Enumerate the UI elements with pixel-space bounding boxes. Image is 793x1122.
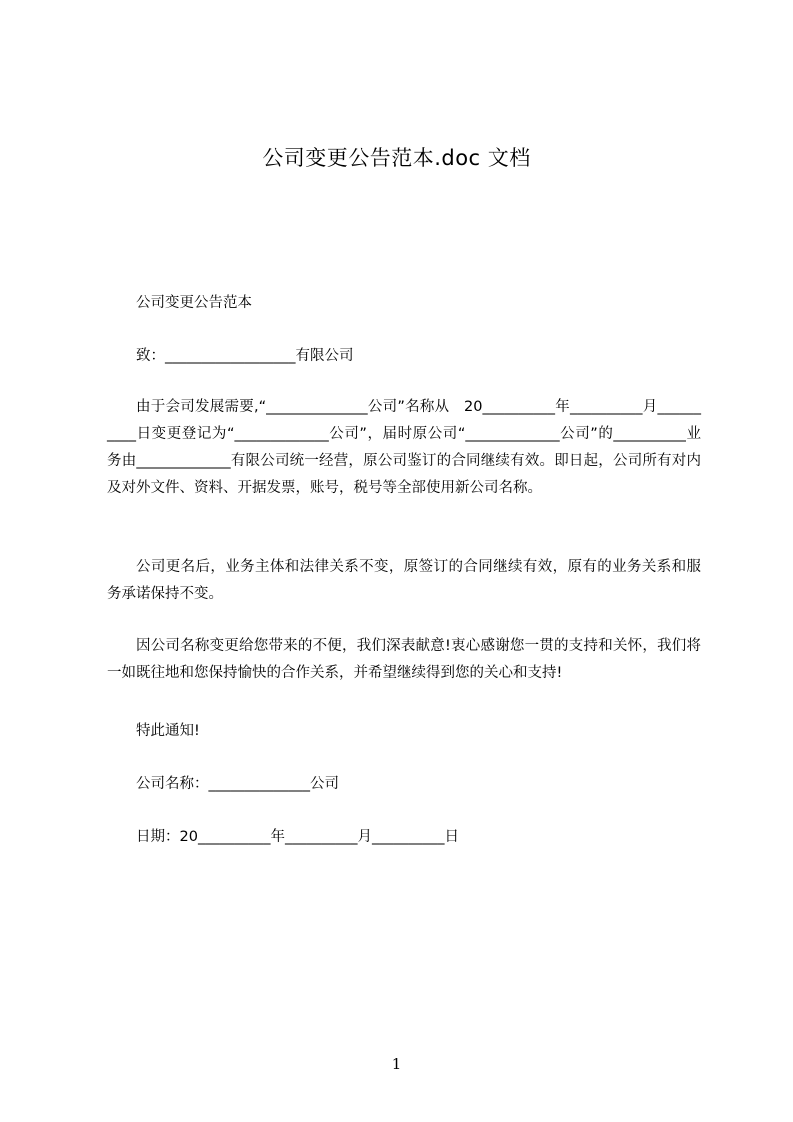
notice-line: 特此通知! <box>136 723 200 739</box>
body-paragraph-1: 由于会司发展需要,“______________公司”名称从 20__________年__________月__________日变更登记为“_____________公司”，届时原公司“_____________公司”的__________业务由_____________有限公司统一经营，原公司鉴订的合同继续有效。即日起，公司所有对内及对外文件、资料、开据发票，账号，税号等全部使用新公司名称。 <box>107 399 701 496</box>
body-paragraph-2: 公司更名后，业务主体和法律关系不变，原签订的合同继续有效，原有的业务关系和服务承诺保持不变。 <box>107 559 701 602</box>
letter-heading: 公司变更公告范本 <box>136 295 252 311</box>
company-name-line: 公司名称：______________公司 <box>136 776 339 792</box>
date-line: 日期：20__________年__________月__________日 <box>136 829 459 845</box>
addressee-line: 致：__________________有限公司 <box>136 348 354 364</box>
body-paragraph-3: 因公司名称变更给您带来的不便，我们深表献意!衷心感谢您一贯的支持和关怀，我们将一如既往地和您保持愉快的合作关系，并希望继续得到您的关心和支持! <box>107 638 701 681</box>
page-number: 1 <box>391 1055 402 1073</box>
document-title: 公司变更公告范本.doc 文档 <box>262 146 531 170</box>
